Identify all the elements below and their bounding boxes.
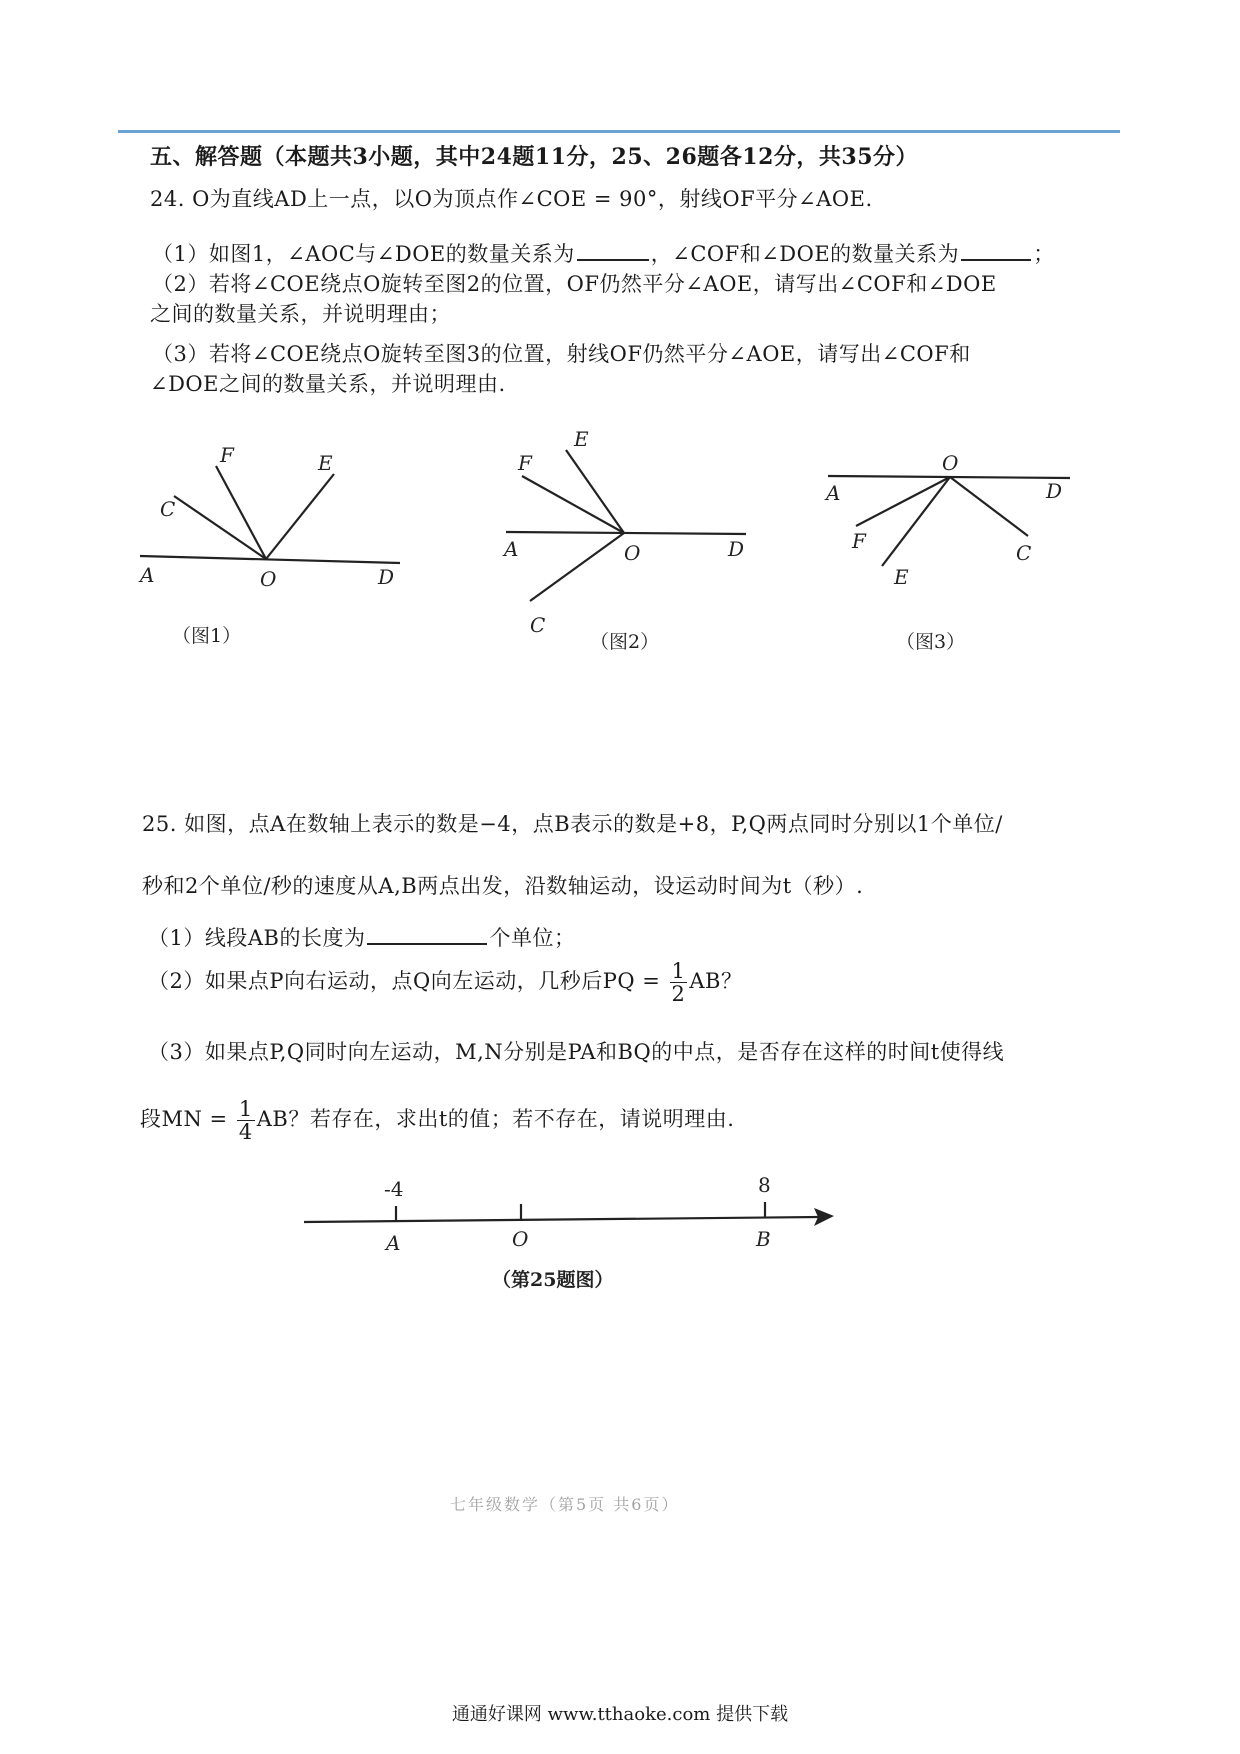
q25-part1 [148, 922, 575, 952]
fig3-ray-OF [856, 477, 950, 526]
fig3-label-D: D [1046, 479, 1063, 503]
fraction-one-quarter [237, 1098, 255, 1143]
q24-part1-text-b: ，∠COF和∠DOE的数量关系为 [650, 242, 960, 266]
fig2-ray-OE [566, 450, 624, 533]
fig1-label-E: E [318, 451, 333, 475]
q24-part1-text-a: （1）如图1，∠AOC与∠DOE的数量关系为 [152, 242, 575, 266]
fig1-ray-OF [216, 466, 266, 559]
fig2-caption: （图2） [590, 631, 660, 653]
fig1-label-O: O [260, 567, 277, 591]
fig2-ray-OC [530, 533, 624, 601]
point-label-A: A [386, 1231, 401, 1255]
q25-part3-line1: （3）如果点P,Q同时向左运动，M,N分别是PA和BQ的中点，是否存在这样的时间t使得线 [148, 1040, 1005, 1064]
fraction-numerator: 1 [238, 1097, 253, 1121]
q25-stem-line2: 秒和2个单位/秒的速度从A,B两点出发，沿数轴运动，设运动时间为t（秒）. [142, 874, 864, 898]
page-marker: 七年级数学（第5页 共6页） [450, 1495, 680, 1514]
fig1-ray-OE [266, 474, 334, 559]
q25-part2 [148, 960, 743, 1005]
q25-part2-text-b: AB？ [689, 969, 743, 993]
q25-part3-text-a: 段MN = [140, 1107, 228, 1131]
fig2-label-O: O [624, 541, 641, 565]
fig3-label-F: F [852, 529, 866, 553]
fig3-label-C: C [1016, 541, 1032, 565]
fraction-denominator: 4 [238, 1120, 253, 1144]
fig2-ray-OF [522, 476, 624, 533]
fig2-label-E: E [574, 427, 589, 451]
fig2-label-D: D [728, 537, 745, 561]
fig2-label-F: F [518, 451, 532, 475]
q25-part1-text-b: 个单位； [489, 926, 576, 950]
q24-part1-text-c: ； [1033, 242, 1055, 266]
fraction-one-half [670, 960, 688, 1005]
fig3-label-A: A [826, 481, 841, 505]
footer-credit: 通通好课网 www.tthaoke.com 提供下载 [451, 1704, 789, 1725]
fig1-label-F: F [220, 443, 234, 467]
section-heading: 五、解答题（本题共3小题，其中24题11分，25、26题各12分，共35分） [150, 144, 919, 170]
fig3-caption: （图3） [896, 631, 966, 653]
q25-part1-text-a: （1）线段AB的长度为 [148, 926, 366, 950]
fig3-ray-OC [950, 477, 1028, 536]
point-label-B: B [756, 1227, 771, 1251]
q24-part3-line2: ∠DOE之间的数量关系，并说明理由. [150, 372, 506, 396]
fig2-label-C: C [530, 613, 546, 637]
answer-blank-3[interactable] [367, 925, 487, 945]
fig1-caption: （图1） [172, 625, 242, 647]
fig1-label-A: A [140, 563, 155, 587]
fig1-ray-OC [174, 496, 266, 559]
q25-part3-line2 [140, 1098, 734, 1143]
fraction-denominator: 2 [671, 982, 686, 1006]
point-label-O: O [512, 1227, 529, 1251]
q25-part2-text-a: （2）如果点P向右运动，点Q向左运动，几秒后PQ = [148, 969, 661, 993]
q24-stem: 24. O为直线AD上一点，以O为顶点作∠COE = 90°，射线OF平分∠AOE. [150, 187, 873, 211]
q24-part2-line2: 之间的数量关系，并说明理由； [150, 302, 451, 326]
q24-part2-line1: （2）若将∠COE绕点O旋转至图2的位置，OF仍然平分∠AOE，请写出∠COF和∠DOE [152, 272, 997, 296]
q25-stem-line1: 25. 如图，点A在数轴上表示的数是−4，点B表示的数是+8，P,Q两点同时分别以1个单位/ [142, 812, 1003, 836]
fig1-line-AD [140, 556, 400, 563]
fig1-label-D: D [378, 565, 395, 589]
fig3-label-E: E [894, 565, 909, 589]
tick-value-8: 8 [758, 1173, 771, 1197]
q25-part3-text-b: AB？若存在，求出t的值；若不存在，请说明理由. [256, 1107, 735, 1131]
tick-value-minus4: -4 [384, 1177, 404, 1201]
fig2-line-AD [506, 532, 746, 534]
fig2-label-A: A [504, 537, 519, 561]
number-line-caption: （第25题图） [492, 1269, 614, 1291]
fig3-label-O: O [942, 451, 959, 475]
q24-part3-line1: （3）若将∠COE绕点O旋转至图3的位置，射线OF仍然平分∠AOE，请写出∠COF和 [152, 342, 971, 366]
fig3-ray-OE [882, 477, 950, 566]
fraction-numerator: 1 [671, 959, 686, 983]
number-line-axis [304, 1217, 820, 1222]
fig1-label-C: C [160, 497, 176, 521]
